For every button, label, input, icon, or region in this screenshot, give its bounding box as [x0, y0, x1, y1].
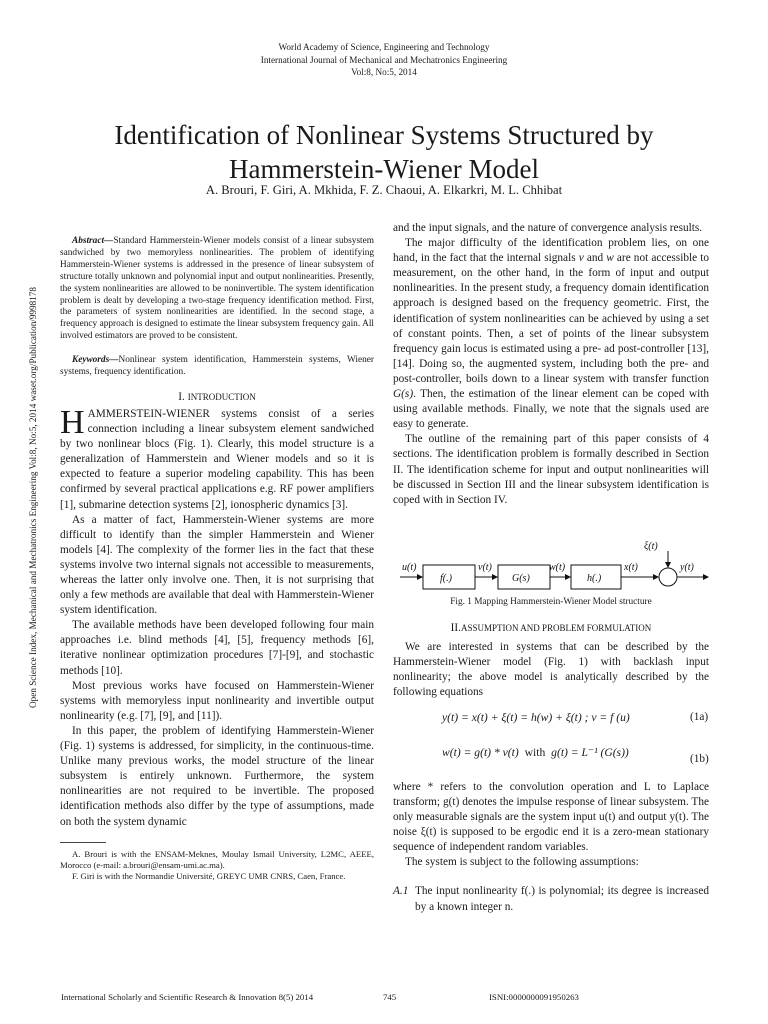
block-diagram [396, 537, 712, 597]
label-f: f(.) [440, 573, 452, 584]
footnote-divider [60, 842, 106, 843]
authors: A. Brouri, F. Giri, A. Mkhida, F. Z. Chaoui, A. Elkarkri, M. L. Chhibat [205, 183, 563, 197]
footer-publisher: International Scholarly and Scientific Research & Innovation 8(5) 2014 [61, 992, 314, 1002]
abstract [60, 236, 374, 343]
header-line-2: International Journal of Mechanical and Mechatronics Engineering [260, 54, 508, 65]
equation-1b-number: (1b) [690, 753, 709, 765]
section-2-intro [393, 640, 709, 700]
right-paragraph-2 [393, 236, 709, 432]
equation-1b-with: with [524, 746, 546, 759]
equation-1b-left: w(t) = g(t) * v(t) [442, 746, 519, 759]
keywords [60, 355, 374, 379]
footer-isni: ISNI:0000000091950263 [489, 992, 579, 1002]
label-G: G(s) [512, 573, 530, 584]
journal-header [0, 41, 768, 79]
header-line-1: World Academy of Science, Engineering and Technology [278, 42, 490, 52]
title-line-2: Hammerstein-Wiener Model [228, 154, 540, 184]
footer-page-number: 745 [383, 992, 397, 1002]
abstract-label: Abstract— [72, 236, 114, 246]
figure-caption: Fig. 1 Mapping Hammerstein-Wiener Model structure [450, 597, 652, 607]
section-1-title: INTRODUCTION [187, 391, 256, 402]
label-u: u(t) [402, 562, 417, 573]
section-1-body [60, 403, 374, 830]
right-column [393, 221, 709, 508]
side-citation: Open Science Index, Mechanical and Mechatronics Engineering Vol:8, No:5, 2014 waset.org/Publication/9998178 [28, 287, 38, 708]
right-paragraph-2a: The major difficulty of the identification problem lies, on one hand, in the fact that the internal signals [393, 237, 709, 265]
intro-paragraph-2: As a matter of fact, Hammerstein-Wiener systems are more difficult to identify than the simpler Hammerstein and Wiener models [4]. The complexity of the former lies in the fact that these systems involve two internal signals not accessible to measurements, whereas the latter only involve one. Then, it is not surprising that only a few methods are available that deal with Hammerstein-Wiener system identification. [60, 513, 374, 617]
label-x: x(t) [624, 562, 638, 573]
section-2-paragraph-1: We are interested in systems that can be described by the Hammerstein-Wiener model (Fig. 1) with backlash input nonlinearity; the above model is analytically described by the following equations [393, 641, 709, 699]
sum-node [659, 568, 677, 586]
header-line-3: Vol:8, No:5, 2014 [351, 67, 417, 77]
keywords-label: Keywords— [72, 355, 119, 366]
keywords-text: Nonlinear system identification, Hammerstein systems, Wiener systems, frequency identification. [60, 355, 374, 378]
label-v: v(t) [478, 562, 492, 573]
section-2-paragraph-2: where * refers to the convolution operation and L to Laplace transform; g(t) denotes the impulse response of linear subsystem. The only measurable signals are the system input u(t) and output y(t). The noise ξ(t) is supposed to be ergodic end it is a zero-mean stationary sequence of independent random variables. [393, 781, 709, 854]
intro-paragraph-5: In this paper, the problem of identifying Hammerstein-Wiener (Fig. 1) systems is addressed, for simplicity, in the continuous-time. Unlike many previous works, the model structure of the linear subsystem is entirely unknown. Furthermore, the system nonlinearities are not required to be invertible. The proposed identification methods also differ by the type of assumptions, made on both the system dynamic [60, 724, 374, 828]
section-1-number: I. [178, 390, 185, 403]
section-1-heading [60, 391, 374, 403]
section-2-title: ASSUMPTION AND PROBLEM FORMULATION [461, 623, 652, 633]
dropcap: H [60, 403, 85, 441]
title-line-1: Identification of Nonlinear Systems Structured by [114, 120, 654, 150]
section-2-heading [393, 622, 709, 634]
intro-paragraph-3: The available methods have been developed following four main approaches i.e. blind methods [4], [5], frequency methods [6], iterative nonlinear optimization procedures [7]-[9], and stochastic methods [10]. [60, 619, 374, 677]
footnotes [60, 849, 374, 882]
left-column [60, 236, 374, 882]
assumption-a1 [393, 884, 709, 915]
symbol-w: w [606, 252, 614, 265]
word-and: and [586, 252, 604, 265]
symbol-v: v [578, 252, 584, 265]
equation-1a-number: (1a) [690, 711, 709, 723]
symbol-Gs: G(s) [393, 388, 414, 401]
right-paragraph-1: and the input signals, and the nature of convergence analysis results. [393, 222, 703, 234]
section-2-body [393, 780, 709, 871]
equation-1a: y(t) = x(t) + ξ(t) = h(w) + ξ(t) ; v = f (u) [442, 711, 630, 724]
label-w: w(t) [549, 562, 566, 573]
assumption-a1-label: A.1 [393, 885, 409, 897]
section-2-paragraph-3: The system is subject to the following assumptions: [405, 856, 639, 869]
label-xi: ξ(t) [644, 541, 658, 552]
equation-1b [442, 745, 629, 759]
intro-paragraph-1: AMMERSTEIN-WIENER systems consist of a series connection including a linear subsystem element sandwiched by two nonlinear blocs (Fig. 1). Clearly, this model structure is a generalization of Hammerstein and Wiener models and so it is expected to feature a superior modeling capability. This has been confirmed by several practical applications e.g. RF power amplifiers [1], submarine detection systems [2], ionospheric dynamics [3]. [60, 407, 374, 511]
label-h: h(.) [587, 573, 602, 584]
right-paragraph-2b: are not accessible to measurement, on the other hand, in the form of input and output nonlinearities. In the present study, a frequency domain identification approach is designed based on the frequency geometric. First, the identification of system nonlinearities can be achieved by using a set of constant points. Then, a set of points of the linear subsystem frequency gain locus is estimated using a pre- ad post-controller [13], [14]. Doing so, the augmented system, including both the pre- and post-controller, boils down to a linear system with transfer function [393, 252, 710, 385]
section-2-number: II. [450, 622, 462, 634]
intro-paragraph-4: Most previous works have focused on Hammerstein-Wiener systems with memoryless input nonlinearity and invertible output nonlinearity (e.g. [7], [9], and [11]). [60, 679, 374, 722]
assumption-a1-text: The input nonlinearity f(.) is polynomial; its degree is increased by a known integer n. [415, 885, 709, 913]
right-paragraph-3: The outline of the remaining part of this paper consists of 4 sections. The identification problem is formally described in Section II. The identification scheme for input and output nonlinearities will be discussed in Section III and the linear subsystem identification is coped with in Section IV. [393, 433, 709, 506]
paper-title [40, 118, 728, 186]
footnote-2: F. Giri is with the Normandie Université, GREYC UMR CNRS, Caen, France. [72, 870, 346, 881]
abstract-text: Standard Hammerstein-Wiener models consist of a linear subsystem sandwiched by two memoryless nonlinearities. The problem of identifying Hammerstein-Wiener systems is addressed in the presence of linear subsystem of structure totally unknown and polynomial input and output nonlinearities. Presently, the system nonlinearities are allowed to be noninvertible. The system identification problem is dealt by developing a two-stage frequency identification method. First, the parameters of system nonlinearities are identified. In the second stage, a frequency approach is designed to estimate the linear subsystem frequency gain. All involved estimators are proved to be consistent. [60, 236, 374, 342]
equation-1b-right: g(t) = L⁻¹ (G(s)) [551, 746, 629, 759]
right-paragraph-2c: . Then, the estimation of the linear element can be coped with using available methods. Finally, we note that the signals used are easy to generate. [393, 388, 709, 431]
label-y: y(t) [680, 562, 694, 573]
footnote-1: A. Brouri is with the ENSAM-Meknes, Moulay Ismail University, L2MC, AEEE, Morocco (e-mail: a.brouri@ensam-umi.ac.ma). [60, 848, 374, 870]
